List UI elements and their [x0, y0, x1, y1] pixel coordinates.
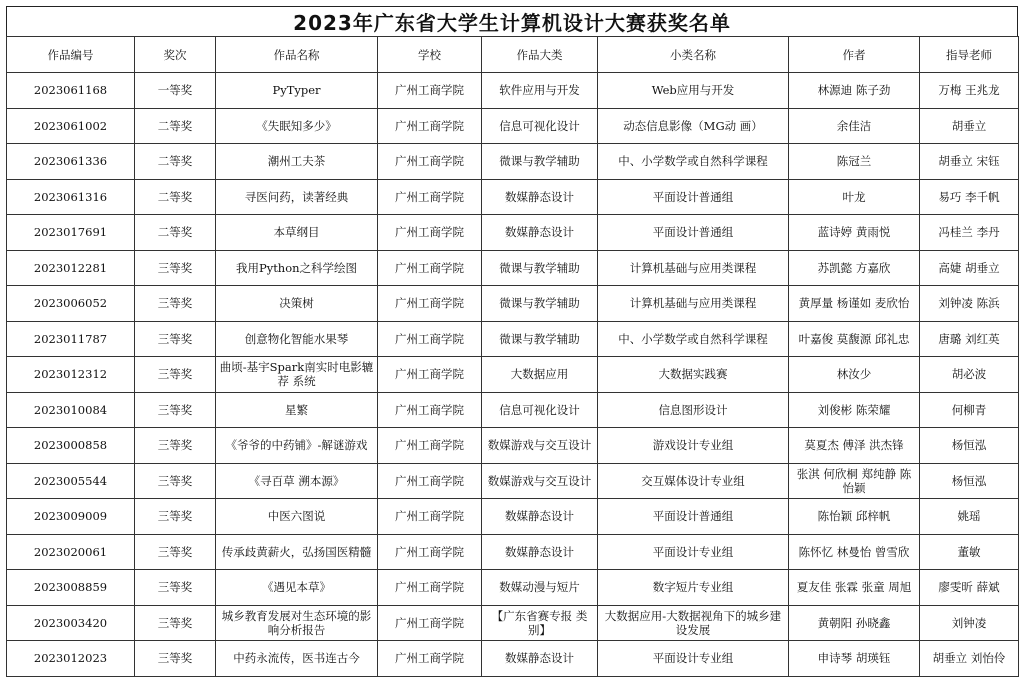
cell-school: 广州工商学院	[378, 499, 482, 535]
cell-work-name: 城乡教育发展对生态环境的影 响分析报告	[216, 605, 378, 641]
cell-work-id: 2023008859	[7, 570, 135, 606]
cell-work-name: 中医六图说	[216, 499, 378, 535]
cell-school: 广州工商学院	[378, 641, 482, 677]
cell-author: 林源迪 陈子劲	[789, 73, 920, 109]
cell-school: 广州工商学院	[378, 286, 482, 322]
column-header-author: 作者	[789, 37, 920, 73]
cell-author: 张淇 何欣桐 郑纯静 陈怡颖	[789, 463, 920, 499]
cell-work-id: 2023005544	[7, 463, 135, 499]
cell-category: 信息可视化设计	[482, 392, 598, 428]
cell-category: 微课与教学辅助	[482, 321, 598, 357]
cell-subcategory: 信息图形设计	[598, 392, 789, 428]
cell-advisor: 唐璐 刘红英	[920, 321, 1019, 357]
cell-author: 黄朝阳 孙晓鑫	[789, 605, 920, 641]
table-row	[7, 73, 1019, 109]
cell-work-name: 潮州工夫茶	[216, 144, 378, 180]
cell-school: 广州工商学院	[378, 570, 482, 606]
table-row	[7, 428, 1019, 464]
cell-subcategory: Web应用与开发	[598, 73, 789, 109]
cell-school: 广州工商学院	[378, 605, 482, 641]
cell-work-id: 2023006052	[7, 286, 135, 322]
cell-author: 莫夏杰 傅泽 洪杰锋	[789, 428, 920, 464]
cell-award-rank: 三等奖	[135, 499, 216, 535]
cell-award-rank: 三等奖	[135, 357, 216, 393]
cell-advisor: 董敏	[920, 534, 1019, 570]
award-table	[6, 36, 1019, 677]
table-row	[7, 286, 1019, 322]
table-row	[7, 144, 1019, 180]
cell-award-rank: 三等奖	[135, 570, 216, 606]
cell-award-rank: 三等奖	[135, 428, 216, 464]
cell-author: 蓝诗婷 黄雨悦	[789, 215, 920, 251]
cell-category: 微课与教学辅助	[482, 144, 598, 180]
cell-advisor: 易巧 李千帆	[920, 179, 1019, 215]
column-header-work-id: 作品编号	[7, 37, 135, 73]
table-row	[7, 357, 1019, 393]
cell-award-rank: 三等奖	[135, 392, 216, 428]
table-row	[7, 534, 1019, 570]
cell-author: 夏友佳 张霖 张童 周旭	[789, 570, 920, 606]
table-row	[7, 570, 1019, 606]
cell-category: 数媒游戏与交互设计	[482, 428, 598, 464]
cell-award-rank: 一等奖	[135, 73, 216, 109]
cell-award-rank: 二等奖	[135, 108, 216, 144]
cell-category: 数媒静态设计	[482, 534, 598, 570]
cell-work-name: 《爷爷的中药铺》-解谜游戏	[216, 428, 378, 464]
table-row	[7, 499, 1019, 535]
cell-advisor: 杨恒泓	[920, 463, 1019, 499]
cell-work-name: 创意物化智能水果琴	[216, 321, 378, 357]
cell-award-rank: 三等奖	[135, 321, 216, 357]
cell-work-name: 《失眠知多少》	[216, 108, 378, 144]
cell-school: 广州工商学院	[378, 321, 482, 357]
cell-school: 广州工商学院	[378, 357, 482, 393]
cell-category: 数媒动漫与短片	[482, 570, 598, 606]
cell-award-rank: 三等奖	[135, 534, 216, 570]
cell-advisor: 胡必波	[920, 357, 1019, 393]
cell-subcategory: 计算机基础与应用类课程	[598, 250, 789, 286]
cell-work-id: 2023010084	[7, 392, 135, 428]
cell-category: 数媒游戏与交互设计	[482, 463, 598, 499]
cell-author: 黄厚量 杨谨如 麦欣怡	[789, 286, 920, 322]
cell-work-id: 2023003420	[7, 605, 135, 641]
column-header-advisor: 指导老师	[920, 37, 1019, 73]
cell-author: 陈怡颖 邱梓帆	[789, 499, 920, 535]
cell-school: 广州工商学院	[378, 215, 482, 251]
table-row	[7, 179, 1019, 215]
cell-school: 广州工商学院	[378, 250, 482, 286]
cell-award-rank: 三等奖	[135, 605, 216, 641]
cell-author: 刘俊彬 陈荣耀	[789, 392, 920, 428]
cell-category: 数媒静态设计	[482, 179, 598, 215]
column-header-subcategory: 小类名称	[598, 37, 789, 73]
cell-category: 【广东省赛专报 类别】	[482, 605, 598, 641]
cell-advisor: 何柳青	[920, 392, 1019, 428]
cell-work-id: 2023012023	[7, 641, 135, 677]
cell-award-rank: 二等奖	[135, 215, 216, 251]
cell-advisor: 杨恒泓	[920, 428, 1019, 464]
cell-subcategory: 计算机基础与应用类课程	[598, 286, 789, 322]
cell-subcategory: 中、小学数学或自然科学课程	[598, 321, 789, 357]
table-row	[7, 392, 1019, 428]
cell-work-id: 2023020061	[7, 534, 135, 570]
cell-subcategory: 平面设计专业组	[598, 534, 789, 570]
cell-work-id: 2023061336	[7, 144, 135, 180]
column-header-category: 作品大类	[482, 37, 598, 73]
cell-work-id: 2023009009	[7, 499, 135, 535]
cell-subcategory: 大数据应用-大数据视角下的城乡建设发展	[598, 605, 789, 641]
cell-advisor: 刘钟凌	[920, 605, 1019, 641]
cell-work-id: 2023012312	[7, 357, 135, 393]
cell-advisor: 廖雯昕 薛斌	[920, 570, 1019, 606]
cell-school: 广州工商学院	[378, 144, 482, 180]
sheet-title: 2023年广东省大学生计算机设计大赛获奖名单	[6, 6, 1018, 36]
cell-award-rank: 三等奖	[135, 641, 216, 677]
cell-award-rank: 三等奖	[135, 463, 216, 499]
cell-category: 数媒静态设计	[482, 215, 598, 251]
cell-school: 广州工商学院	[378, 428, 482, 464]
cell-subcategory: 平面设计普通组	[598, 499, 789, 535]
cell-school: 广州工商学院	[378, 392, 482, 428]
cell-work-name: 《寻百草 溯本源》	[216, 463, 378, 499]
cell-subcategory: 大数据实践赛	[598, 357, 789, 393]
cell-work-name: 曲顷-基宇Spark南实时电影辘荐 系统	[216, 357, 378, 393]
cell-author: 陈怀忆 林曼怡 曾雪欣	[789, 534, 920, 570]
cell-category: 数媒静态设计	[482, 641, 598, 677]
header-row	[7, 37, 1019, 73]
cell-work-name: 中药永流传，医书连古今	[216, 641, 378, 677]
column-header-work-name: 作品名称	[216, 37, 378, 73]
cell-advisor: 胡垂立	[920, 108, 1019, 144]
table-row	[7, 641, 1019, 677]
cell-work-name: 决策树	[216, 286, 378, 322]
cell-author: 陈冠兰	[789, 144, 920, 180]
cell-subcategory: 平面设计专业组	[598, 641, 789, 677]
cell-author: 叶龙	[789, 179, 920, 215]
cell-award-rank: 三等奖	[135, 250, 216, 286]
award-sheet	[6, 6, 1018, 677]
cell-work-name: PyTyper	[216, 73, 378, 109]
cell-category: 微课与教学辅助	[482, 250, 598, 286]
cell-work-name: 《遇见本草》	[216, 570, 378, 606]
cell-advisor: 胡垂立 刘怡伶	[920, 641, 1019, 677]
cell-subcategory: 平面设计普通组	[598, 179, 789, 215]
column-header-award-rank: 奖次	[135, 37, 216, 73]
cell-work-id: 2023061168	[7, 73, 135, 109]
cell-award-rank: 二等奖	[135, 144, 216, 180]
cell-advisor: 胡垂立 宋钰	[920, 144, 1019, 180]
table-row	[7, 108, 1019, 144]
cell-school: 广州工商学院	[378, 534, 482, 570]
cell-work-id: 2023017691	[7, 215, 135, 251]
cell-author: 申诗琴 胡瑛钰	[789, 641, 920, 677]
cell-subcategory: 交互媒体设计专业组	[598, 463, 789, 499]
cell-subcategory: 数字短片专业组	[598, 570, 789, 606]
cell-subcategory: 游戏设计专业组	[598, 428, 789, 464]
cell-subcategory: 平面设计普通组	[598, 215, 789, 251]
cell-work-id: 2023061002	[7, 108, 135, 144]
cell-award-rank: 二等奖	[135, 179, 216, 215]
cell-work-id: 2023012281	[7, 250, 135, 286]
column-header-school: 学校	[378, 37, 482, 73]
cell-category: 信息可视化设计	[482, 108, 598, 144]
cell-work-name: 本草纲目	[216, 215, 378, 251]
cell-category: 微课与教学辅助	[482, 286, 598, 322]
cell-advisor: 刘钟凌 陈浜	[920, 286, 1019, 322]
cell-school: 广州工商学院	[378, 108, 482, 144]
cell-subcategory: 中、小学数学或自然科学课程	[598, 144, 789, 180]
cell-advisor: 万梅 王兆龙	[920, 73, 1019, 109]
cell-work-id: 2023011787	[7, 321, 135, 357]
cell-category: 大数据应用	[482, 357, 598, 393]
table-body	[7, 73, 1019, 677]
cell-subcategory: 动态信息影像（MG动 画）	[598, 108, 789, 144]
table-row	[7, 463, 1019, 499]
cell-category: 数媒静态设计	[482, 499, 598, 535]
table-row	[7, 215, 1019, 251]
cell-author: 苏凯懿 方嘉欣	[789, 250, 920, 286]
cell-advisor: 姚瑶	[920, 499, 1019, 535]
cell-work-name: 我用Python之科学绘图	[216, 250, 378, 286]
cell-school: 广州工商学院	[378, 179, 482, 215]
table-row	[7, 605, 1019, 641]
cell-work-name: 传承歧黄薪火，弘扬国医精髓	[216, 534, 378, 570]
cell-author: 叶嘉俊 莫馥源 邱礼忠	[789, 321, 920, 357]
cell-school: 广州工商学院	[378, 73, 482, 109]
cell-category: 软件应用与开发	[482, 73, 598, 109]
cell-author: 余佳洁	[789, 108, 920, 144]
table-row	[7, 250, 1019, 286]
cell-advisor: 冯桂兰 李丹	[920, 215, 1019, 251]
cell-advisor: 高婕 胡垂立	[920, 250, 1019, 286]
cell-award-rank: 三等奖	[135, 286, 216, 322]
cell-work-name: 星繁	[216, 392, 378, 428]
cell-work-id: 2023061316	[7, 179, 135, 215]
cell-school: 广州工商学院	[378, 463, 482, 499]
cell-work-id: 2023000858	[7, 428, 135, 464]
table-row	[7, 321, 1019, 357]
cell-work-name: 寻医问药，读著经典	[216, 179, 378, 215]
cell-author: 林汝少	[789, 357, 920, 393]
